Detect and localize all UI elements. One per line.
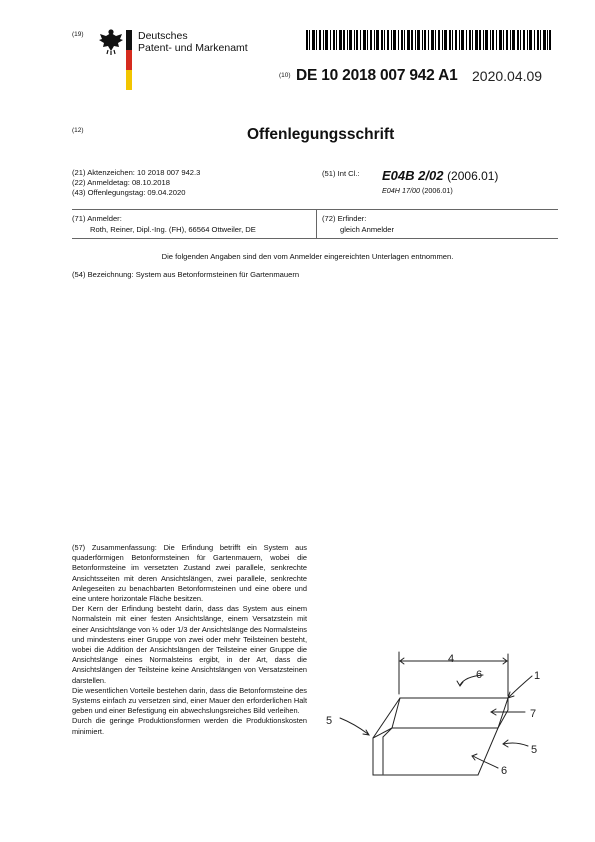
abstract-paragraph: (57) Zusammenfassung: Die Erfindung betrifft ein System aus quaderförmigen Betonformsteinen für Gartenmauern, wobei die Betonformsteine im versetzten Zustand zwei parallele, senkrechte Ansichtsseiten mit deren Ansichtslängen, zwei parallele, senkrechte Anlegeseiten zu benachbarten Betonformsteinen und eine obere und eine untere horizontale Fläche besitzen. [72,543,307,604]
abstract-paragraph: Durch die geringe Produktionsformen werden die Produktionskosten minimiert. [72,716,307,736]
barcode [306,30,552,50]
label-4: 4 [448,653,455,665]
applicant-label: (71) Anmelder: [72,214,122,223]
block-front-edges [373,728,498,775]
block-top-face [392,698,508,728]
publication-date: 2020.04.09 [472,68,543,84]
inventor: gleich Anmelder [340,225,395,234]
rule-divider [316,209,317,238]
leader-5-right [503,740,528,747]
block-left-edge [373,698,400,738]
label-7: 7 [530,708,537,720]
inid-code-10: (10) [279,72,291,79]
publication-day: (43) Offenlegungstag: 09.04.2020 [72,188,186,197]
applicant-notice: Die folgenden Angaben sind den vom Anmelder eingereichten Unterlagen entnommen. [161,252,454,261]
ipc-sub-year: (2006.01) [421,186,453,195]
ipc-main-class: E04B 2/02 [382,168,444,183]
patent-drawing [320,648,560,788]
filing-date: (22) Anmeldetag: 08.10.2018 [72,178,170,187]
ipc-label: (51) Int Cl.: [322,169,360,178]
label-5-right: 5 [531,744,538,756]
office-name-line1: Deutsches [138,30,188,42]
leader-5-left [340,718,369,735]
ipc-main [382,168,498,183]
label-5-left: 5 [326,715,333,727]
office-name-line2: Patent- und Markenamt [138,42,248,54]
ipc-main-year: (2006.01) [447,169,499,183]
label-1: 1 [534,670,541,682]
abstract-paragraph: Der Kern der Erfindung besteht darin, dass das System aus einem Normalstein mit einer festen Ansichtslänge, einem Versatzstein mit einer Ansichtslänge von ½ oder 1/3 der Ansichtslänge des Normalsteins und mindestens einer Gruppe von zwei oder mehr Teilsteinen besteht, wobei die Addition der Ansichtslängen der Teilsteine einer Gruppe die Ansichtslänge eines Normalsteins ergibt, in der Art, dass die Ansichtslängen der Teilsteine keine Ansichtslängen von Versatzsteinen darstellen. [72,604,307,685]
federal-eagle-logo [97,27,125,93]
label-6-bottom: 6 [501,765,508,777]
inid-code-19: (19) [72,31,84,38]
abstract-paragraph: Die wesentlichen Vorteile bestehen darin, dass die Betonformsteine des Systems einfach zu versetzen sind, einer Mauer den erforderlichen Halt geben und einer Befestigung ein abwechslungsreiches Bild verleihen. [72,685,307,716]
label-6-top: 6 [476,669,483,681]
ipc-sub-class: E04H 17/00 [382,186,420,195]
bibliographic-block [72,168,200,198]
abstract [72,543,307,737]
leader-1 [508,676,532,698]
office-name [138,30,248,54]
rule-top [72,209,558,210]
leader-6-bottom [472,754,498,768]
document-type-title: Offenlegungsschrift [247,126,395,143]
invention-title: (54) Bezeichnung: System aus Betonformsteinen für Gartenmauern [72,270,300,279]
inventor-label: (72) Erfinder: [322,214,367,223]
publication-number: DE 10 2018 007 942 A1 [296,67,458,84]
ipc-sub [382,186,453,195]
applicant: Roth, Reiner, Dipl.-Ing. (FH), 66564 Ottweiler, DE [90,225,256,234]
inid-code-12: (12) [72,127,84,134]
application-number: (21) Aktenzeichen: 10 2018 007 942.3 [72,168,201,177]
flag-stripe [126,30,132,90]
rule-bottom [72,238,558,239]
